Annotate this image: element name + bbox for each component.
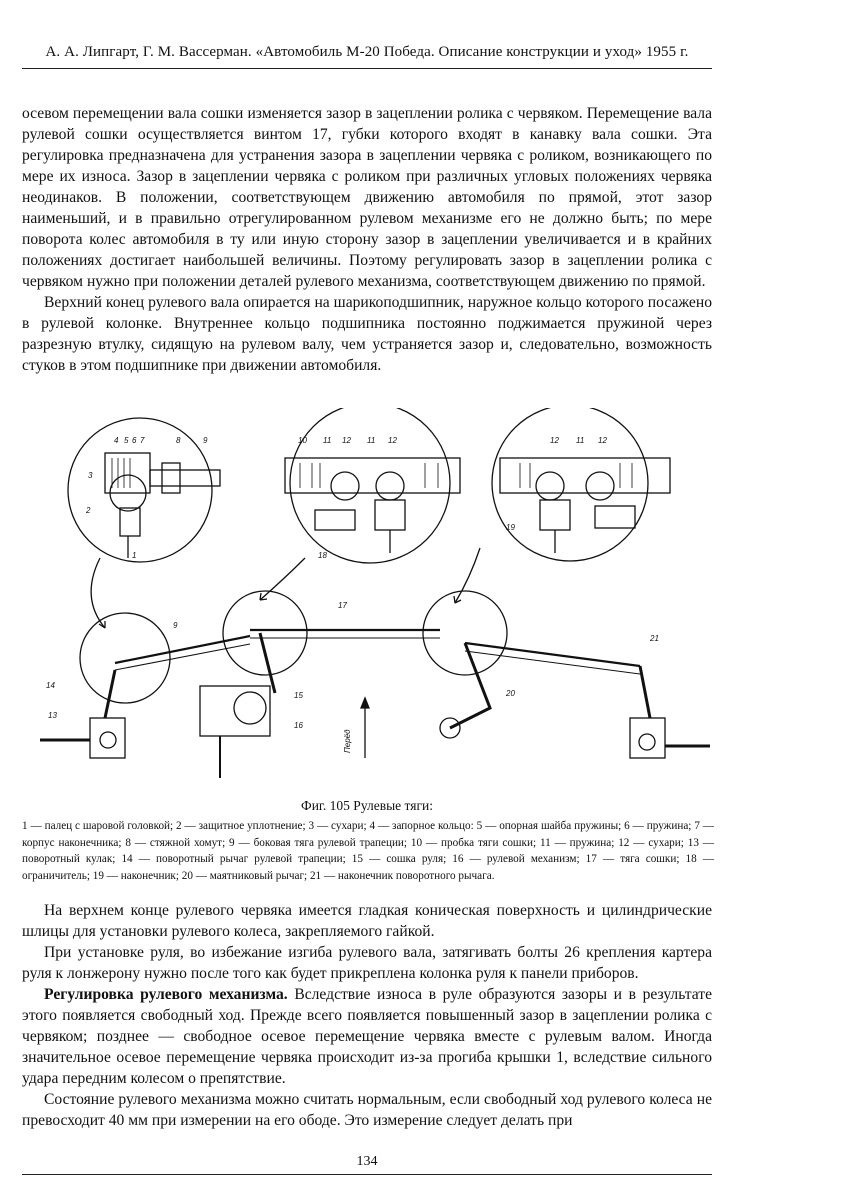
footer-rule	[22, 1174, 712, 1175]
figure-legend: 1 — палец с шаровой головкой; 2 — защитное уплотнение; 3 — сухари; 4 — запорное кольцо: 5 — опорная шайба пружины; 6 — пружина; 7 — корпус наконечника; 8 — стяжной хомут; 9 — боковая тяга рулевой трапеции; 10 — пробка тяги сошки; 11 — пружина; 12 — сухари; 13 — поворотный кулак; 14 — поворотный рычаг рулевой трапеции; 15 — сошка руля; 16 — рулевой механизм; 17 — тяга сошки; 18 — ограничитель; 19 — наконечник; 20 — маятниковый рычаг; 21 — наконечник поворотного рычага.	[22, 820, 714, 882]
part-label-1: 1	[132, 551, 137, 560]
part-label-12-b: 12	[388, 436, 397, 445]
bottom-text-block	[22, 900, 712, 1131]
part-label-16: 16	[294, 721, 303, 730]
paragraph-adjustment	[22, 984, 712, 1089]
part-label-12-c: 12	[550, 436, 559, 445]
part-label-12-a: 12	[342, 436, 351, 445]
part-label-13: 13	[48, 711, 57, 720]
detail-circle-middle	[285, 408, 460, 563]
part-label-10: 10	[298, 436, 307, 445]
paragraph-installation: При установке руля, во избежание изгиба рулевого вала, затягивать болты 26 крепления картера руля к лонжерону нужно после того как будет прикреплена колонка руля к панели приборов.	[22, 944, 712, 982]
part-label-20: 20	[506, 689, 515, 698]
part-label-14: 14	[46, 681, 55, 690]
part-label-6: 6	[132, 436, 137, 445]
part-label-11-a: 11	[323, 436, 332, 445]
part-label-17: 17	[338, 601, 347, 610]
part-label-4: 4	[114, 436, 119, 445]
part-label-11-c: 11	[576, 436, 585, 445]
paragraph-bearing: Верхний конец рулевого вала опирается на шарикоподшипник, наружное кольцо которого посажено в рулевой колонке. Внутреннее кольцо подшипника постоянно поджимается пружиной через разрезную втулку, сидящую на рулевом валу, чем устраняется зазор и, следовательно, возможность стуков в этом подшипнике при движении автомобиля.	[22, 294, 712, 374]
part-label-11-b: 11	[367, 436, 376, 445]
paragraph-continuation: осевом перемещении вала сошки изменяется зазор в зацеплении ролика с червяком. Перемещение вала рулевой сошки осуществляется винтом 17, губки которого входят в канавку вала сошки. Эта регулировка предназначена для устранения зазора в зацеплении червяка с роликом, возникающего по мере их износа. Зазор в зацеплении червяка с роликом при различных угловых положениях червяка неодинаков. В положении, соответствующем движению автомобиля по прямой, этот зазор наименьший, и в правильно отрегулированном рулевом механизме его не должно быть; по мере поворота колес автомобиля в ту или иную сторону зазор в зацеплении увеличивается и в крайних положениях достигает наибольшей величины. Поэтому регулировать зазор в зацеплении ролика с червяком нужно при положении деталей рулевого механизма, соответствующем движению по прямой.	[22, 105, 712, 290]
part-label-21: 21	[650, 634, 659, 643]
part-label-15: 15	[294, 691, 303, 700]
part-label-3: 3	[88, 471, 93, 480]
part-label-9: 9	[173, 621, 178, 630]
part-label-12-d: 12	[598, 436, 607, 445]
part-label-9-top: 9	[203, 436, 208, 445]
detail-circle-right	[492, 408, 670, 561]
steering-linkage-figure	[20, 408, 720, 793]
section-text: Вследствие износа в руле образуются зазоры и в результате этого появляется свободный ход. Прежде всего появляется повышенный зазор в зацеплении ролика с червяком; позднее — свободное осевое перемещение червяка вместе с рулевым валом. Иногда значительное осевое перемещение червяка происходит из-за прогиба крышки 1, вследствие сильного удара передним колесом о препятствие.	[22, 986, 712, 1087]
part-label-19: 19	[506, 523, 515, 532]
direction-label: Перёд	[343, 729, 352, 753]
part-label-8: 8	[176, 436, 181, 445]
page-number: 134	[356, 1154, 378, 1169]
part-label-5: 5	[124, 436, 129, 445]
part-label-2: 2	[86, 506, 91, 515]
top-text-block	[22, 103, 712, 376]
section-heading: Регулировка рулевого механизма.	[44, 986, 288, 1003]
paragraph-last: Состояние рулевого механизма можно считать нормальным, если свободный ход рулевого колеса не превосходит 40 мм при измерении на его ободе. Это измерение следует делать при	[22, 1091, 712, 1129]
header-rule	[22, 68, 712, 69]
running-header: А. А. Липгарт, Г. М. Вассерман. «Автомобиль М-20 Победа. Описание конструкции и уход» 1955 г.	[45, 44, 689, 60]
figure-caption: Фиг. 105 Рулевые тяги:	[301, 798, 433, 813]
part-label-7: 7	[140, 436, 145, 445]
paragraph-worm-end: На верхнем конце рулевого червяка имеется гладкая коническая поверхность и цилиндрические шлицы для установки рулевого колеса, закрепляемого гайкой.	[22, 902, 712, 940]
part-label-18: 18	[318, 551, 327, 560]
